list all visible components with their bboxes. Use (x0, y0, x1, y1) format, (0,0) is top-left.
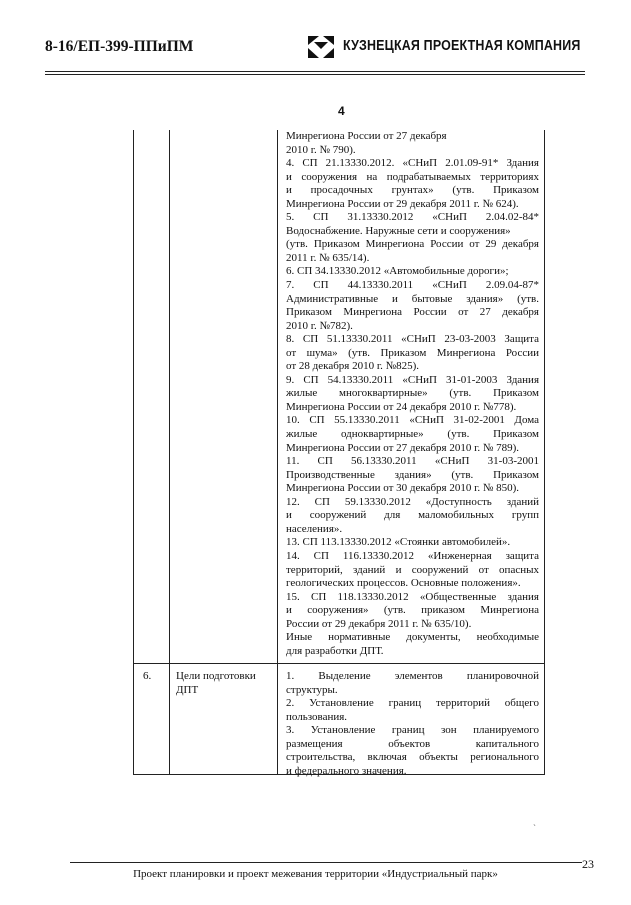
cell-text-line: жилые одноквартирные» (утв. Приказом (286, 428, 539, 441)
cell-text-line: 2011 г. № 635/14). (286, 251, 370, 264)
row-6-label (176, 670, 256, 697)
cell-text-line: и сооружения на подрабатываемых территориях (286, 170, 539, 183)
cell-text-line: Иные нормативные документы, необходимые (286, 631, 539, 644)
cell-text-line: 6. СП 34.13330.2012 «Автомобильные дороги»; (286, 265, 509, 278)
footer-title: Проект планировки и проект межевания территории «Индустриальный парк» (133, 868, 498, 880)
cell-text-line: (утв. Приказом Минрегиона России от 29 декабря (286, 238, 539, 251)
page-number: 4 (338, 104, 345, 118)
row-6-goals-cell (286, 670, 539, 778)
table-column-divider-2 (277, 130, 278, 775)
row-6-label-line: ДПТ (176, 683, 199, 696)
cell-text-line: 15. СП 118.13330.2012 «Общественные здания (286, 590, 539, 603)
cell-text-line: 9. СП 54.13330.2011 «СНиП 31-01-2003 Здания (286, 373, 539, 386)
company-logo-icon (308, 36, 334, 58)
footer-sheet-number: 23 (582, 857, 594, 871)
cell-text-line: и просадочных грунтах» (утв. Приказом (286, 184, 539, 197)
cell-text-line: Минрегиона России от 29 декабря 2011 г. № 624). (286, 197, 519, 210)
cell-text-line: территорий, зданий и сооружений от опасных (286, 563, 539, 576)
cell-text-line: Приказом Минрегиона России от 27 декабря (286, 306, 539, 319)
margin-mark: ` (533, 823, 536, 833)
cell-text-line: Административные и бытовые здания» (утв. (286, 292, 539, 305)
cell-text-line: 11. СП 56.13330.2011 «СНиП 31-03-2001 (286, 455, 539, 468)
cell-text-line: населения». (286, 522, 343, 535)
cell-text-line: Водоснабжение. Наружные сети и сооружения» (286, 224, 511, 237)
cell-text-line: Минрегиона России от 24 декабря 2010 г. №778). (286, 400, 517, 413)
cell-text-line: 4. СП 21.13330.2012. «СНиП 2.01.09-91* Здания (286, 157, 539, 170)
row-6-label-line: Цели подготовки (176, 670, 256, 682)
cell-text-line: 7. СП 44.13330.2011 «СНиП 2.09.04-87* (286, 279, 539, 292)
cell-text-line: пользования. (286, 710, 348, 723)
header-rule-thin (45, 74, 585, 75)
cell-text-line: 12. СП 59.13330.2012 «Доступность зданий (286, 495, 539, 508)
table-column-divider-1 (169, 130, 170, 775)
cell-text-line: Производственные здания» (утв. Приказом (286, 468, 539, 481)
table-row-divider (133, 663, 545, 664)
header-company-name: КУЗНЕЦКАЯ ПРОЕКТНАЯ КОМПАНИЯ (343, 38, 581, 54)
cell-text-line: структуры. (286, 683, 338, 696)
cell-text-line: жилые многоквартирные» (утв. Приказом (286, 387, 539, 400)
cell-text-line: строительства, включая объекты регионального (286, 751, 539, 764)
cell-text-line: 5. СП 31.13330.2012 «СНиП 2.04.02-84* (286, 211, 539, 224)
table-border-left (133, 130, 134, 775)
regulations-table (133, 130, 545, 775)
cell-text-line: и сооружения» (утв. приказом Минрегиона (286, 604, 539, 617)
table-border-right (544, 130, 545, 775)
cell-text-line: 1. Выделение элементов планировочной (286, 670, 539, 682)
cell-text-line: России от 29 декабря 2011 г. № 635/10). (286, 617, 472, 630)
footer-rule (70, 862, 582, 863)
cell-text-line: от шума» (утв. Приказом Минрегиона России (286, 346, 539, 359)
cell-text-line: для разработки ДПТ. (286, 644, 384, 657)
cell-text-line: 2010 г. №782). (286, 319, 353, 332)
cell-text-line: 13. СП 113.13330.2012 «Стоянки автомобилей». (286, 536, 511, 549)
cell-text-line: Минрегиона России от 27 декабря (286, 130, 447, 142)
cell-text-line: геологических процессов. Основные положения». (286, 577, 521, 590)
header-rule (45, 71, 585, 72)
header-doc-code: 8-16/ЕП-399-ППиПМ (45, 38, 194, 55)
cell-text-line: Минрегиона России от 30 декабря 2010 г. № 850). (286, 482, 520, 495)
cell-text-line: и сооружений для маломобильных групп (286, 509, 539, 522)
cell-text-line: Минрегиона России от 27 декабря 2010 г. № 789). (286, 441, 520, 454)
cell-text-line: 3. Установление границ зон планируемого (286, 724, 539, 737)
cell-text-line: 8. СП 51.13330.2011 «СНиП 23-03-2003 Защита (286, 333, 539, 346)
cell-text-line: 14. СП 116.13330.2012 «Инженерная защита (286, 549, 539, 562)
cell-text-line: 10. СП 55.13330.2011 «СНиП 31-02-2001 Дома (286, 414, 539, 427)
cell-text-line: от 28 декабря 2010 г. №825). (286, 360, 420, 373)
cell-text-line: и федерального значения. (286, 764, 407, 777)
cell-text-line: 2. Установление границ территорий общего (286, 697, 539, 710)
continued-requirements-cell (286, 130, 539, 658)
cell-text-line: размещения объектов капитального (286, 737, 539, 750)
row-6-number: 6. (143, 670, 152, 682)
cell-text-line: 2010 г. № 790). (286, 143, 356, 156)
